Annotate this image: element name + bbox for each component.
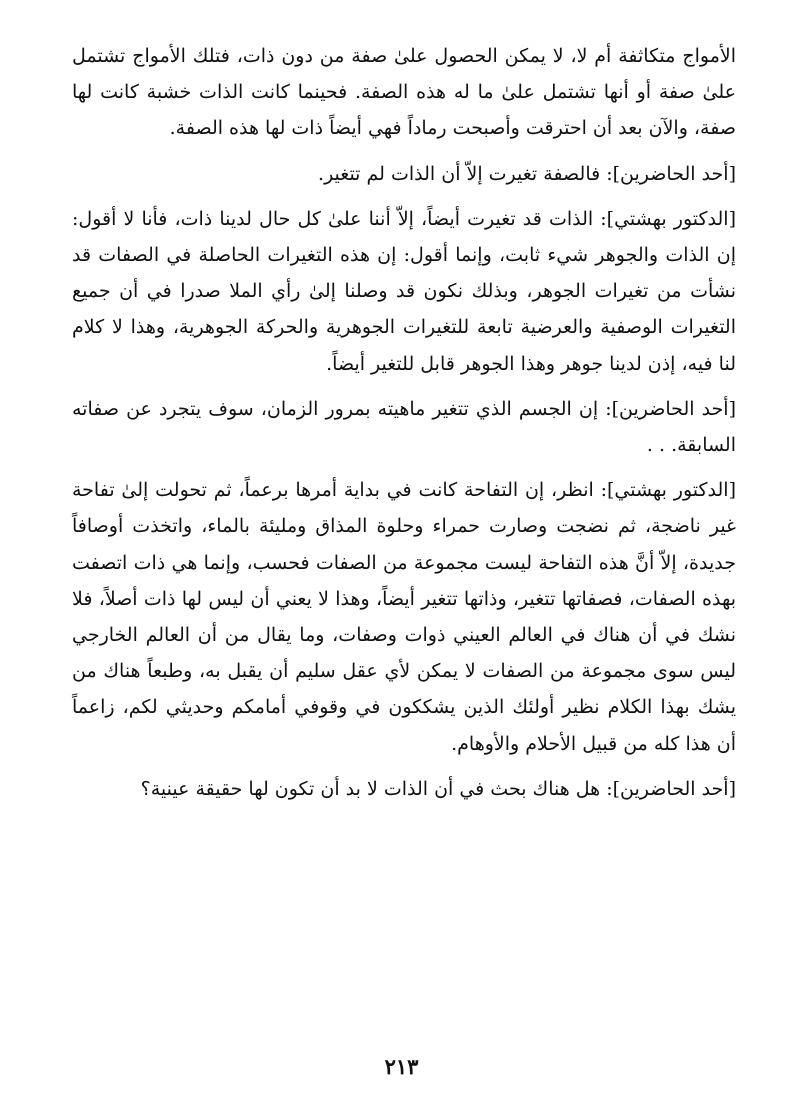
paragraph-2: [أحد الحاضرين]: فالصفة تغيرت إلاّ أن الذات لم تتغير. <box>318 162 736 185</box>
paragraph-gap <box>72 463 736 472</box>
page-body <box>72 38 736 807</box>
paragraph-6: [أحد الحاضرين]: هل هناك بحث في أن الذات لا بد أن تكون لها حقيقة عينية؟ <box>140 777 736 800</box>
paragraph-gap <box>72 762 736 771</box>
page-number: ٢١٣ <box>384 1054 419 1079</box>
paragraph-3: [الدكتور بهشتي]: الذات قد تغيرت أيضاً، إلاّ أننا علىٰ كل حال لدينا ذات، فأنا لا أقول: إن الذات والجوهر شيء ثابت، وإنما أقول: إن هذه التغيرات الحاصلة في الصفات قد نشأت من تغيرات الجوهر، وبذلك نكون قد وصلنا إلىٰ رأي الملا صدرا في أن جميع التغيرات الوصفية والعرضية تابعة للتغيرات الجوهرية والحركة الجوهرية، وهذا لا كلام لنا فيه، إذن لدينا جوهر وهذا الجوهر قابل للتغير أيضاً. <box>72 207 736 375</box>
paragraph-gap <box>72 147 736 156</box>
paragraph-5: [الدكتور بهشتي]: انظر، إن التفاحة كانت في بداية أمرها برعماً، ثم تحولت إلىٰ تفاحة غير ناضجة، ثم نضجت وصارت حمراء وحلوة المذاق ومليئة بالماء، واتخذت أوصافاً جديدة، إلاّ أنَّ هذه التفاحة ليست مجموعة من الصفات فحسب، وإنما هي ذات اتصفت بهذه الصفات، فصفاتها تتغير، وذاتها تتغير أيضاً، وهذا لا يعني أن ليس لها ذات أصلاً، فلا نشك في أن هناك في العالم العيني ذوات وصفات، وما يقال من أن العالم الخارجي ليس سوى مجموعة من الصفات لا يمكن لأي عقل سليم أن يقبل به، وطبعاً هناك من يشك بهذا الكلام نظير أولئك الذين يشككون في وقوفي أمامكم وحديثي لكم، زاعماً أن هذا كله من قبيل الأحلام والأوهام. <box>72 479 736 755</box>
paragraph-gap <box>72 382 736 391</box>
paragraph-4: [أحد الحاضرين]: إن الجسم الذي تتغير ماهيته بمرور الزمان، سوف يتجرد عن صفاته السابقة. . . <box>72 397 736 457</box>
paragraph-gap <box>72 192 736 201</box>
paragraph-1: الأمواج متكاثفة أم لا، لا يمكن الحصول علىٰ صفة من دون ذات، فتلك الأمواج تشتمل علىٰ صفة أو أنها تشتمل علىٰ ما له هذه الصفة. فحينما كانت الذات خشبة كانت لها صفة، والآن بعد أن احترقت وأصبحت رماداً فهي أيضاً ذات لها هذه الصفة. <box>72 45 736 140</box>
